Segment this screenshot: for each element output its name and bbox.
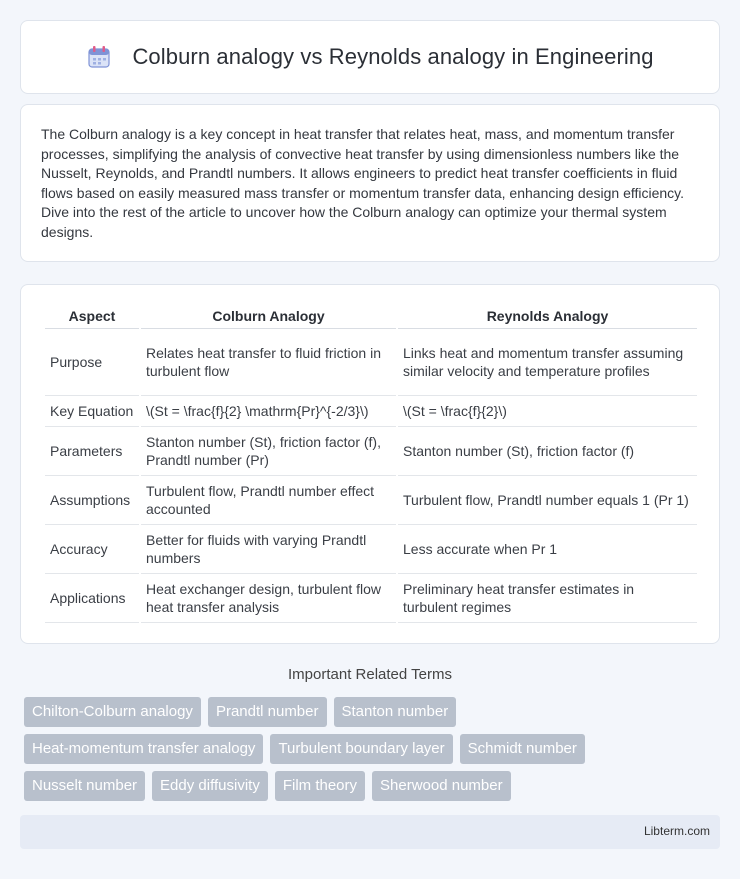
tag-nusselt-number[interactable]: Nusselt number	[24, 771, 145, 801]
table-row	[45, 574, 697, 623]
comparison-card	[20, 284, 720, 644]
intro-text: The Colburn analogy is a key concept in heat transfer that relates heat, mass, and momentum transfer processes, simplifying the analysis of convective heat transfer by using dimensionless numbers like the Nusselt, Reynolds, and Prandtl numbers. It allows engineers to predict heat transfer coefficients in fluid flows based on easily measured mass transfer or momentum transfer data, enhancing design efficiency. Dive into the rest of the article to uncover how the Colburn analogy can optimize your thermal system designs.	[41, 126, 685, 240]
cell-reynolds: Less accurate when Pr 1	[398, 525, 697, 574]
cell-aspect: Key Equation	[45, 396, 139, 427]
tag-sherwood-number[interactable]: Sherwood number	[372, 771, 511, 801]
page-header	[20, 20, 720, 94]
calendar-icon	[86, 44, 112, 70]
related-terms-tags	[24, 697, 724, 808]
cell-aspect: Applications	[45, 574, 139, 623]
table-row	[45, 427, 697, 476]
cell-colburn: Turbulent flow, Prandtl number effect accounted	[141, 476, 396, 525]
tag-heat-momentum-transfer-analogy[interactable]: Heat-momentum transfer analogy	[24, 734, 263, 764]
cell-reynolds: \(St = \frac{f}{2}\)	[398, 396, 697, 427]
cell-colburn: Heat exchanger design, turbulent flow heat transfer analysis	[141, 574, 396, 623]
cell-colburn: Better for fluids with varying Prandtl numbers	[141, 525, 396, 574]
tag-row	[24, 697, 724, 727]
table-header-row	[45, 303, 697, 329]
table-row	[45, 476, 697, 525]
cell-colburn: Relates heat transfer to fluid friction in turbulent flow	[141, 329, 396, 396]
tag-chilton-colburn-analogy[interactable]: Chilton-Colburn analogy	[24, 697, 201, 727]
tag-row	[24, 734, 724, 764]
cell-aspect: Assumptions	[45, 476, 139, 525]
cell-aspect: Accuracy	[45, 525, 139, 574]
header-aspect: Aspect	[45, 303, 139, 329]
cell-reynolds: Turbulent flow, Prandtl number equals 1 (Pr 1)	[398, 476, 697, 525]
comparison-table	[43, 303, 699, 623]
page-title: Colburn analogy vs Reynolds analogy in Engineering	[132, 44, 654, 69]
table-row	[45, 329, 697, 396]
cell-reynolds: Links heat and momentum transfer assuming similar velocity and temperature profiles	[398, 329, 697, 396]
cell-colburn: Stanton number (St), friction factor (f), Prandtl number (Pr)	[141, 427, 396, 476]
cell-reynolds: Preliminary heat transfer estimates in turbulent regimes	[398, 574, 697, 623]
cell-reynolds: Stanton number (St), friction factor (f)	[398, 427, 697, 476]
tag-turbulent-boundary-layer[interactable]: Turbulent boundary layer	[270, 734, 452, 764]
footer	[20, 815, 720, 849]
table-row	[45, 396, 697, 427]
cell-colburn: \(St = \frac{f}{2} \mathrm{Pr}^{-2/3}\)	[141, 396, 396, 427]
tag-film-theory[interactable]: Film theory	[275, 771, 365, 801]
related-terms-title: Important Related Terms	[288, 666, 452, 683]
cell-aspect: Parameters	[45, 427, 139, 476]
tag-schmidt-number[interactable]: Schmidt number	[460, 734, 585, 764]
header-colburn: Colburn Analogy	[141, 303, 396, 329]
tag-prandtl-number[interactable]: Prandtl number	[208, 697, 327, 727]
table-row	[45, 525, 697, 574]
footer-site-link[interactable]: Libterm.com	[643, 824, 710, 838]
tag-stanton-number[interactable]: Stanton number	[334, 697, 457, 727]
tag-row	[24, 771, 724, 801]
intro-card	[20, 104, 720, 262]
cell-aspect: Purpose	[45, 329, 139, 396]
header-reynolds: Reynolds Analogy	[398, 303, 697, 329]
tag-eddy-diffusivity[interactable]: Eddy diffusivity	[152, 771, 268, 801]
